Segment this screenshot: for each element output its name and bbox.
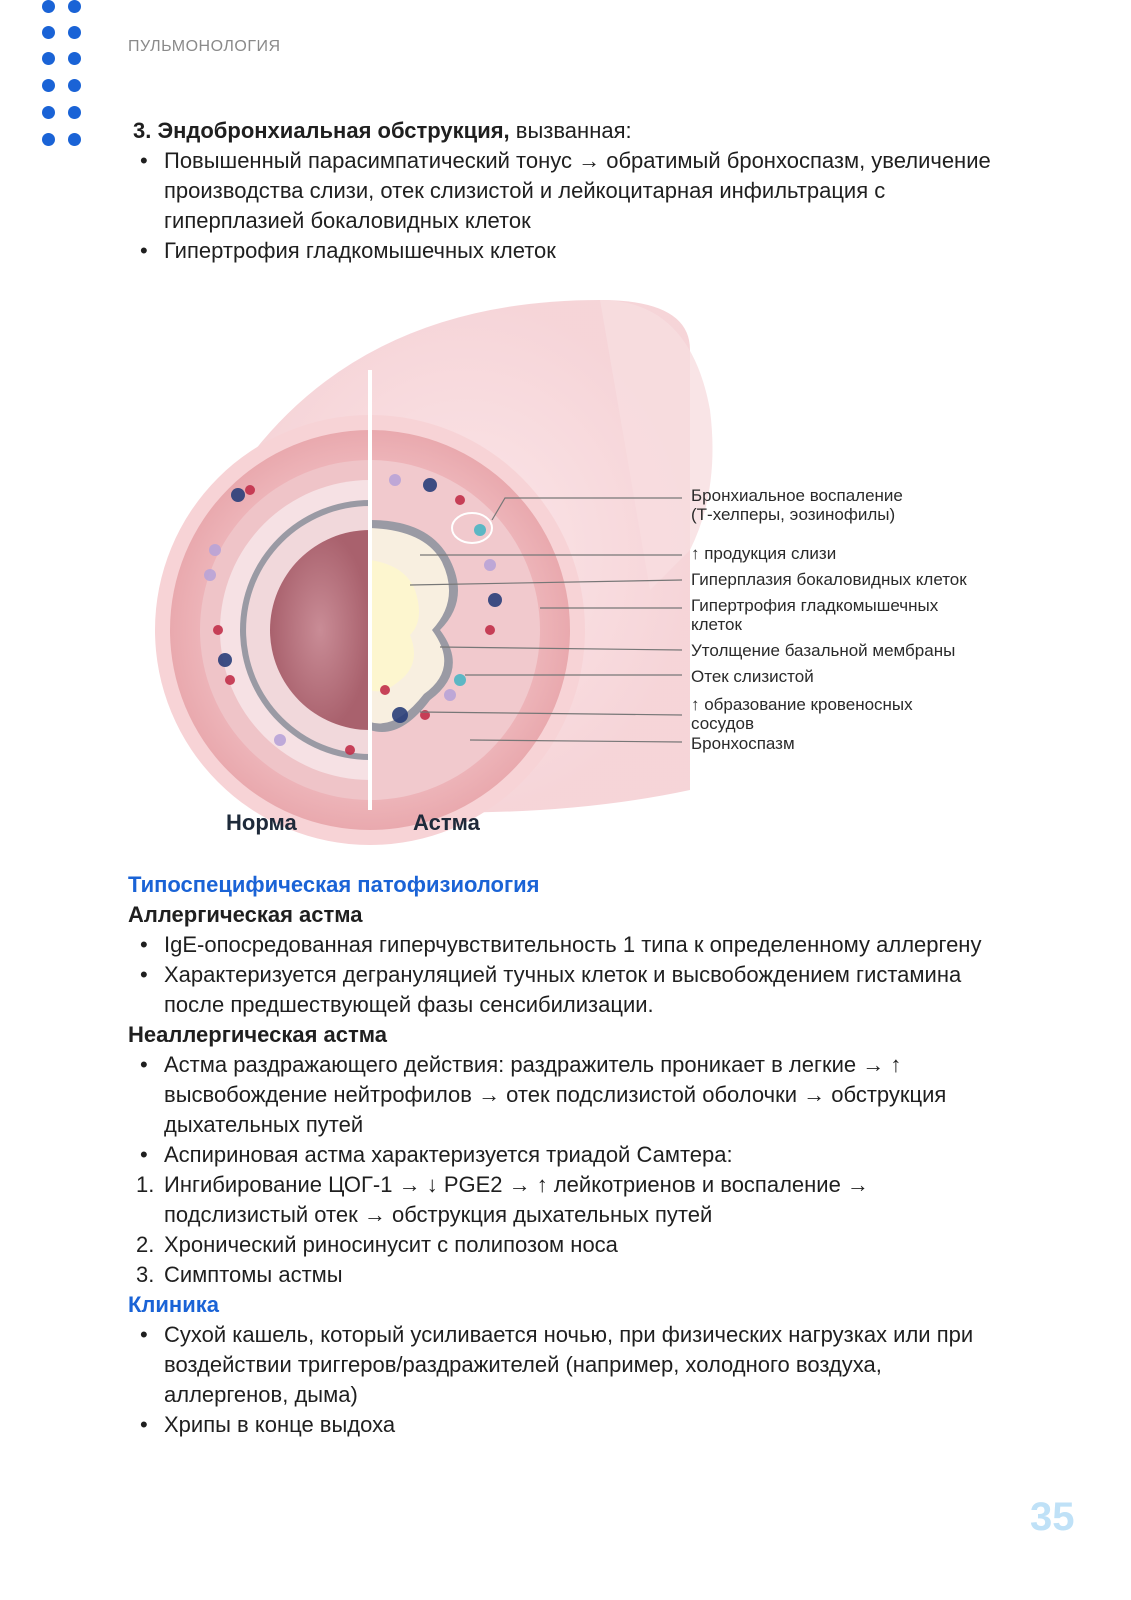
decorative-dot-grid: [40, 0, 90, 160]
annotation-bronchospasm: Бронхоспазм: [691, 734, 795, 753]
section-label: ПУЛЬМОНОЛОГИЯ: [128, 38, 281, 55]
figure-label-asthma: Астма: [413, 810, 480, 835]
nonallergic-bullet: • Астма раздражающего действия: раздражитель проникает в легкие → ↑ высвобождение нейтрофилов → отек подслизистой оболочки → обструкция дыхательных путей: [128, 1050, 1008, 1140]
clinic-bullet: • Хрипы в конце выдоха: [128, 1410, 1008, 1440]
samter-item-text: Симптомы астмы: [164, 1262, 343, 1287]
samter-item: [128, 1260, 1008, 1290]
samter-item-number: 1.: [136, 1172, 155, 1197]
intro-bullet: • Гипертрофия гладкомышечных клеток: [128, 236, 1008, 266]
samter-item: [128, 1170, 1008, 1230]
annotation-angiogenesis: ↑ образование кровеносных сосудов: [691, 695, 913, 733]
pathophysiology-section: [128, 870, 1008, 1440]
annotation-basement-membrane: Утолщение базальной мембраны: [691, 641, 956, 660]
pathophysiology-title: Типоспецифическая патофизиология: [128, 872, 540, 897]
allergic-asthma-title: Аллергическая астма: [128, 902, 363, 927]
clinic-bullet: • Сухой кашель, который усиливается ночью, при физических нагрузках или при воздействии триггеров/раздражителей (например, холодного воздуха, аллергенов, дыма): [128, 1320, 1008, 1410]
allergic-bullet: • IgE-опосредованная гиперчувствительность 1 типа к определенному аллергену: [128, 930, 1008, 960]
annotation-mucosal-edema: Отек слизистой: [691, 667, 814, 686]
samter-item-number: 3.: [136, 1262, 155, 1287]
intro-bullet: • Повышенный парасимпатический тонус → обратимый бронхоспазм, увеличение производства слизи, отек слизистой и лейкоцитарная инфильтрация с гиперплазией бокаловидных клеток: [128, 146, 1008, 236]
annotation-smooth-muscle-hypertrophy: Гипертрофия гладкомышечных клеток: [691, 596, 939, 634]
nonallergic-bullet: • Аспириновая астма характеризуется триадой Самтера:: [128, 1140, 1008, 1170]
page-number: 35: [1030, 1495, 1075, 1539]
intro-bullets: [128, 146, 1008, 266]
clinic-title: Клиника: [128, 1292, 219, 1317]
annotation-mucus-production: ↑ продукция слизи: [691, 544, 837, 563]
allergic-bullet: • Характеризуется дегрануляцией тучных клеток и высвобождением гистамина после предшествующей фазы сенсибилизации.: [128, 960, 1008, 1020]
bronchus-figure: [130, 290, 1030, 850]
samter-item-text: Хронический риносинусит с полипозом носа: [164, 1232, 618, 1257]
annotation-goblet-hyperplasia: Гиперплазия бокаловидных клеток: [691, 570, 967, 589]
samter-item: [128, 1230, 1008, 1260]
intro-lead: [133, 116, 632, 146]
intro-lead-rest: вызванная:: [509, 118, 632, 143]
annotation-bronchial-inflammation: Бронхиальное воспаление (Т-хелперы, эозинофилы): [691, 486, 903, 524]
samter-item-number: 2.: [136, 1232, 155, 1257]
figure-label-normal: Норма: [226, 810, 297, 835]
samter-item-text: Ингибирование ЦОГ-1 → ↓ PGE2 → ↑ лейкотриенов и воспаление → подслизистый отек → обструкция дыхательных путей: [164, 1172, 869, 1227]
nonallergic-asthma-title: Неаллергическая астма: [128, 1022, 387, 1047]
intro-lead-bold: 3. Эндобронхиальная обструкция,: [133, 118, 510, 143]
